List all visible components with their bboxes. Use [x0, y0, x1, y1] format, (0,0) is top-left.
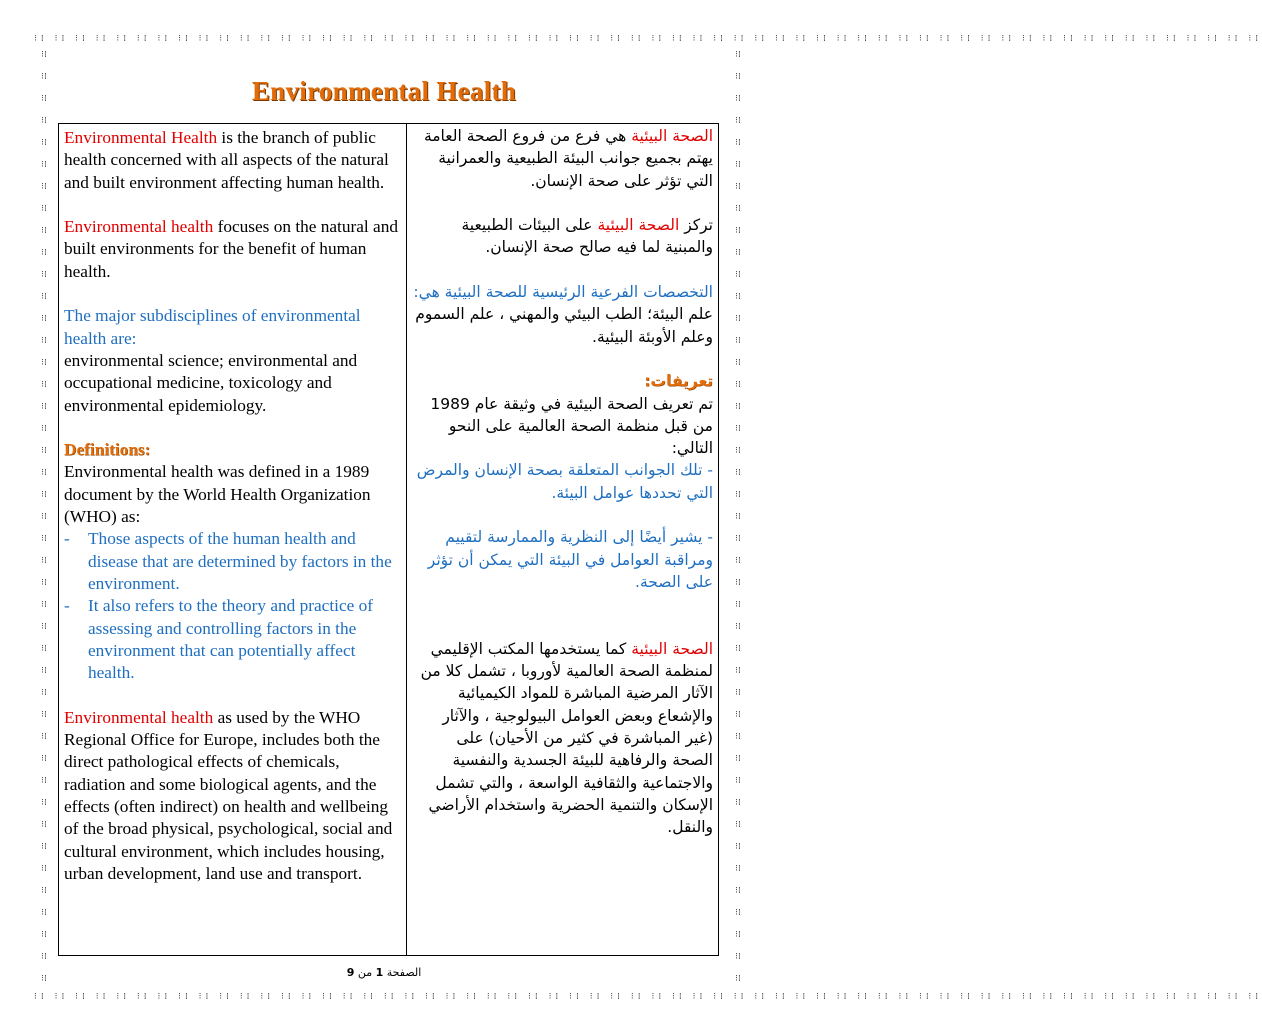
decorative-border-top: ⁝⁞ ⁝⁞ ⁝⁞ ⁝⁞ ⁝⁞ ⁝⁞ ⁝⁞ ⁝⁞ ⁝⁞ ⁝⁞ ⁝⁞ ⁝⁞ ⁝⁞ ⁝⁞ ⁝⁞ ⁝⁞ ⁝⁞ ⁝⁞ ⁝⁞ ⁝⁞ ⁝⁞ ⁝⁞ ⁝⁞ ⁝⁞ ⁝⁞ ⁝⁞ ⁝⁞ ⁝⁞ ⁝⁞ ⁝⁞ ⁝⁞ ⁝⁞ ⁝⁞ ⁝⁞ ⁝⁞ ⁝⁞ ⁝⁞ ⁝⁞ ⁝⁞ ⁝⁞ ⁝⁞ ⁝⁞ ⁝⁞ ⁝⁞ ⁝⁞ ⁝⁞ ⁝⁞ ⁝⁞ ⁝⁞ ⁝⁞ ⁝⁞ ⁝⁞ ⁝⁞ ⁝⁞ ⁝⁞ ⁝⁞ ⁝⁞ ⁝⁞ ⁝⁞ ⁝⁞ [34, 34, 1262, 44]
ar-paragraph-focus [413, 214, 713, 259]
ar-text: كما يستخدمها المكتب الإقليمي لمنظمة الصحة العالمية لأوروبا ، تشمل كلا من الآثار المرضية المباشرة للمواد الكيميائية والإشعاع وبعض العوامل البيولوجية ، والآثار (غير المباشرة في كثير من الأحيان) على الصحة والرفاهية للبيئة الجسدية والنفسية والاجتماعية والثقافية الواسعة ، والتي تشمل الإسكان والتنمية الحضرية واستخدام الأراضي والنقل. [420, 639, 713, 837]
ar-term: الصحة البيئية [631, 127, 713, 145]
ar-paragraph-subdisciplines [413, 281, 713, 348]
ar-text: هي فرع من فروع الصحة العامة يهتم بجميع جوانب البيئة الطبيعية والعمرانية التي تؤثر على صحة الإنسان. [423, 127, 713, 190]
en-text: as used by the WHO Regional Office for Europe, includes both the direct pathological effects of chemicals, radiation and some biological agents, and the effects (often indirect) on health and wellbeing of the broad physical, psychological, social and cultural environment, which includes housing, urban development, land use and transport. [64, 707, 393, 883]
ar-paragraph-definition [413, 125, 713, 192]
en-definitions-section [64, 439, 399, 684]
decorative-border-left: ⁝⁞ ⁝⁞ ⁝⁞ ⁝⁞ ⁝⁞ ⁝⁞ ⁝⁞ ⁝⁞ ⁝⁞ ⁝⁞ ⁝⁞ ⁝⁞ ⁝⁞ ⁝⁞ ⁝⁞ ⁝⁞ ⁝⁞ ⁝⁞ ⁝⁞ ⁝⁞ ⁝⁞ ⁝⁞ ⁝⁞ ⁝⁞ ⁝⁞ ⁝⁞ ⁝⁞ ⁝⁞ ⁝⁞ ⁝⁞ ⁝⁞ ⁝⁞ ⁝⁞ ⁝⁞ ⁝⁞ ⁝⁞ ⁝⁞ ⁝⁞ ⁝⁞ ⁝⁞ ⁝⁞ ⁝⁞ ⁝⁞ [41, 50, 47, 984]
en-subdisciplines-heading: The major subdisciplines of environmental health are: [64, 306, 361, 348]
decorative-border-bottom: ⁝⁞ ⁝⁞ ⁝⁞ ⁝⁞ ⁝⁞ ⁝⁞ ⁝⁞ ⁝⁞ ⁝⁞ ⁝⁞ ⁝⁞ ⁝⁞ ⁝⁞ ⁝⁞ ⁝⁞ ⁝⁞ ⁝⁞ ⁝⁞ ⁝⁞ ⁝⁞ ⁝⁞ ⁝⁞ ⁝⁞ ⁝⁞ ⁝⁞ ⁝⁞ ⁝⁞ ⁝⁞ ⁝⁞ ⁝⁞ ⁝⁞ ⁝⁞ ⁝⁞ ⁝⁞ ⁝⁞ ⁝⁞ ⁝⁞ ⁝⁞ ⁝⁞ ⁝⁞ ⁝⁞ ⁝⁞ ⁝⁞ ⁝⁞ ⁝⁞ ⁝⁞ ⁝⁞ ⁝⁞ ⁝⁞ ⁝⁞ ⁝⁞ ⁝⁞ ⁝⁞ ⁝⁞ ⁝⁞ ⁝⁞ ⁝⁞ ⁝⁞ ⁝⁞ ⁝⁞ [34, 992, 1262, 1002]
decorative-border-right: ⁝⁞ ⁝⁞ ⁝⁞ ⁝⁞ ⁝⁞ ⁝⁞ ⁝⁞ ⁝⁞ ⁝⁞ ⁝⁞ ⁝⁞ ⁝⁞ ⁝⁞ ⁝⁞ ⁝⁞ ⁝⁞ ⁝⁞ ⁝⁞ ⁝⁞ ⁝⁞ ⁝⁞ ⁝⁞ ⁝⁞ ⁝⁞ ⁝⁞ ⁝⁞ ⁝⁞ ⁝⁞ ⁝⁞ ⁝⁞ ⁝⁞ ⁝⁞ ⁝⁞ ⁝⁞ ⁝⁞ ⁝⁞ ⁝⁞ ⁝⁞ ⁝⁞ ⁝⁞ ⁝⁞ ⁝⁞ ⁝⁞ [735, 50, 741, 984]
bullet-dash: - [64, 596, 70, 616]
ar-definitions-heading: تعريفات: [644, 372, 713, 391]
footer-of: من [357, 966, 373, 979]
footer-label: الصفحة [386, 966, 422, 979]
en-term: Environmental health [64, 707, 214, 727]
ar-definitions-section [413, 370, 713, 593]
en-bullet-text: It also refers to the theory and practice of assessing and controlling factors in the environment that can potentially affect health. [88, 596, 374, 683]
page-title: Environmental Health [251, 76, 517, 106]
en-bullet-text: Those aspects of the human health and disease that are determined by factors in the environment. [88, 529, 392, 593]
en-paragraph-subdisciplines [64, 305, 399, 416]
en-bullet [64, 528, 399, 595]
en-bullet [64, 595, 399, 684]
ar-subdisciplines-heading: التخصصات الفرعية الرئيسية للصحة البيئية هي: [413, 283, 713, 302]
en-definitions-heading: Definitions: [64, 440, 151, 460]
bullet-dash: - [64, 529, 70, 549]
footer-total-pages: 9 [346, 966, 355, 979]
en-paragraph-definition [64, 127, 399, 194]
page-number-footer [0, 966, 768, 979]
footer-current-page: 1 [375, 966, 384, 979]
en-text: environmental science; environmental and occupational medicine, toxicology and environmental epidemiology. [64, 350, 358, 415]
en-term: Environmental Health [64, 128, 218, 147]
en-term: Environmental health [64, 217, 214, 237]
english-column [64, 127, 399, 885]
column-divider [406, 124, 407, 955]
en-text: focuses on the natural and built environments for the benefit of human health. [64, 217, 399, 281]
en-text: Environmental health was defined in a 1989 document by the World Health Organization (WHO) as: [64, 462, 371, 527]
ar-bullet: - يشير أيضًا إلى النظرية والممارسة لتقييم ومراقبة العوامل في البيئة التي يمكن أن تؤثر على الصحة. [427, 528, 713, 591]
bilingual-table [58, 123, 719, 956]
ar-text: على البيئات الطبيعية والمبنية لما فيه صالح صحة الإنسان. [461, 216, 713, 257]
ar-term: الصحة البيئية [597, 216, 680, 235]
en-text: is the branch of public health concerned with all aspects of the natural and built environment affecting human health. [64, 128, 389, 192]
ar-text: تركز [679, 216, 713, 235]
en-paragraph-focus [64, 216, 399, 283]
ar-text: تم تعريف الصحة البيئية في وثيقة عام 1989 من قبل منظمة الصحة العالمية على النحو التالي: [430, 394, 713, 458]
ar-bullet: - تلك الجوانب المتعلقة بصحة الإنسان والمرض التي تحددها عوامل البيئة. [416, 461, 713, 502]
ar-paragraph-who-europe [413, 638, 713, 839]
arabic-column [413, 125, 713, 839]
ar-text: علم البيئة؛ الطب البيئي والمهني ، علم السموم وعلم الأوبئة البيئية. [415, 305, 713, 346]
en-paragraph-who-europe [64, 707, 399, 885]
ar-term: الصحة البيئية [631, 639, 713, 658]
